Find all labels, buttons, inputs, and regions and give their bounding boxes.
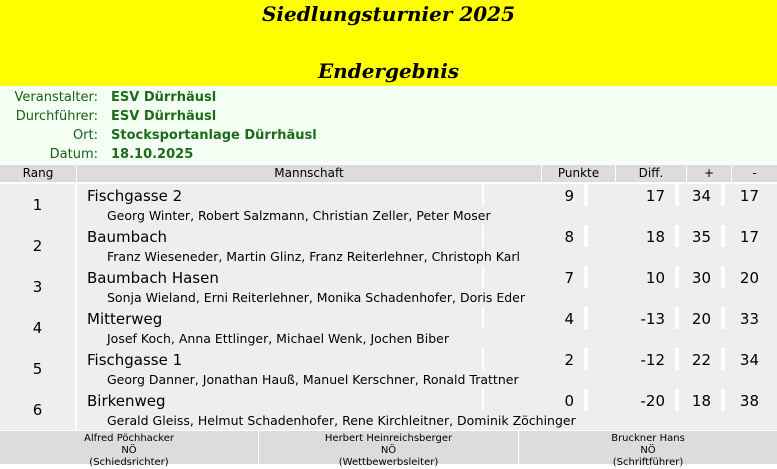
minus-value: 20 [739,269,759,287]
diff-value: -20 [640,392,665,410]
minus-value: 34 [739,351,759,369]
team-cell [77,348,482,370]
plus-cell [679,348,721,370]
rank-value: 2 [32,237,43,255]
minus-cell [725,307,777,329]
executor-label: Durchführer: [15,109,98,124]
points-cell [484,184,584,206]
team-cell [77,225,482,247]
plus-cell [679,184,721,206]
points-cell [484,389,584,411]
team-cell [77,184,482,206]
info-date [0,145,777,164]
rank-cell [0,348,75,389]
table-header [0,165,777,182]
players-list: Gerald Gleiss, Helmut Schadenhofer, Rene Kirchleitner, Dominik Zöchinger [107,413,576,428]
team-cell [77,307,482,329]
info-executor [0,107,777,126]
table-row [0,348,777,389]
minus-value: 17 [739,228,759,246]
plus-value: 34 [691,187,711,205]
team-name: Baumbach [87,228,168,246]
official-name: Herbert Heinreichsberger [324,433,453,444]
team-name: Fischgasse 2 [87,187,183,205]
table-row [0,389,777,430]
diff-cell [588,225,675,247]
minus-cell [725,225,777,247]
plus-cell [679,266,721,288]
players-cell [77,206,777,225]
page-subtitle: Endergebnis [317,59,460,83]
diff-value: 17 [645,187,665,205]
rank-value: 1 [32,196,43,214]
team-name: Birkenweg [87,392,166,410]
rank-cell [0,389,75,430]
table-row [0,307,777,348]
points-cell [484,225,584,247]
official-name: Bruckner Hans [611,433,685,444]
players-cell [77,411,777,430]
official-region: NÖ [640,445,656,456]
players-list: Franz Wieseneder, Martin Glinz, Franz Reiterlehner, Christoph Karl [107,249,520,264]
minus-value: 17 [739,187,759,205]
team-cell [77,389,482,411]
players-list: Sonja Wieland, Erni Reiterlehner, Monika Schadenhofer, Doris Eder [107,290,525,305]
diff-value: 10 [645,269,665,287]
plus-value: 20 [691,310,711,328]
date-label: Datum: [49,147,98,162]
points-cell [484,307,584,329]
officials-footer [0,431,777,468]
players-cell [77,329,777,348]
plus-cell [679,389,721,411]
rank-cell [0,307,75,348]
rank-cell [0,184,75,225]
plus-value: 22 [691,351,711,369]
official-role: (Schiedsrichter) [89,457,169,468]
official-name: Alfred Pöchhacker [84,433,174,444]
players-list: Josef Koch, Anna Ettlinger, Michael Wenk, Jochen Biber [107,331,449,346]
header-points: Punkte [542,165,616,182]
points-value: 0 [564,392,574,410]
team-name: Baumbach Hasen [87,269,219,287]
players-cell [77,288,777,307]
header-rank: Rang [0,165,77,182]
points-value: 8 [564,228,574,246]
players-list: Georg Danner, Jonathan Hauß, Manuel Kerschner, Ronald Trattner [107,372,519,387]
table-row [0,184,777,225]
minus-cell [725,266,777,288]
diff-value: -13 [640,310,665,328]
minus-cell [725,389,777,411]
points-value: 9 [564,187,574,205]
diff-value: 18 [645,228,665,246]
minus-value: 33 [739,310,759,328]
players-list: Georg Winter, Robert Salzmann, Christian Zeller, Peter Moser [107,208,491,223]
points-value: 4 [564,310,574,328]
diff-cell [588,307,675,329]
official-role: (Schriftführer) [612,457,684,468]
rank-value: 3 [32,278,43,296]
organizer-label: Veranstalter: [14,90,98,105]
points-value: 2 [564,351,574,369]
diff-cell [588,389,675,411]
points-cell [484,266,584,288]
players-cell [77,247,777,266]
rank-value: 6 [32,401,43,419]
team-name: Fischgasse 1 [87,351,183,369]
header-team: Mannschaft [77,165,542,182]
plus-cell [679,307,721,329]
official-region: NÖ [121,445,137,456]
page-header [0,0,777,86]
plus-value: 30 [691,269,711,287]
location-label: Ort: [72,128,98,143]
diff-cell [588,266,675,288]
rank-value: 4 [32,319,43,337]
minus-cell [725,184,777,206]
minus-cell [725,348,777,370]
header-minus: - [752,166,757,180]
page-title: Siedlungsturnier 2025 [261,2,516,26]
plus-value: 18 [691,392,711,410]
minus-value: 38 [739,392,759,410]
info-organizer [0,88,777,107]
date-value: 18.10.2025 [111,147,194,162]
table-row [0,266,777,307]
organizer-value: ESV Dürrhäusl [111,90,217,105]
event-info [0,86,777,164]
rank-cell [0,225,75,266]
rank-value: 5 [32,360,43,378]
header-plus: + [687,165,732,182]
plus-value: 35 [691,228,711,246]
diff-cell [588,348,675,370]
header-diff: Diff. [616,165,687,182]
info-location [0,126,777,145]
rank-cell [0,266,75,307]
official-role: (Wettbewerbsleiter) [338,457,439,468]
plus-cell [679,225,721,247]
points-value: 7 [564,269,574,287]
points-cell [484,348,584,370]
team-name: Mitterweg [87,310,163,328]
table-row [0,225,777,266]
diff-value: -12 [640,351,665,369]
location-value: Stocksportanlage Dürrhäusl [111,128,317,143]
team-cell [77,266,482,288]
official-region: NÖ [380,445,397,456]
executor-value: ESV Dürrhäusl [111,109,217,124]
players-cell [77,370,777,389]
diff-cell [588,184,675,206]
